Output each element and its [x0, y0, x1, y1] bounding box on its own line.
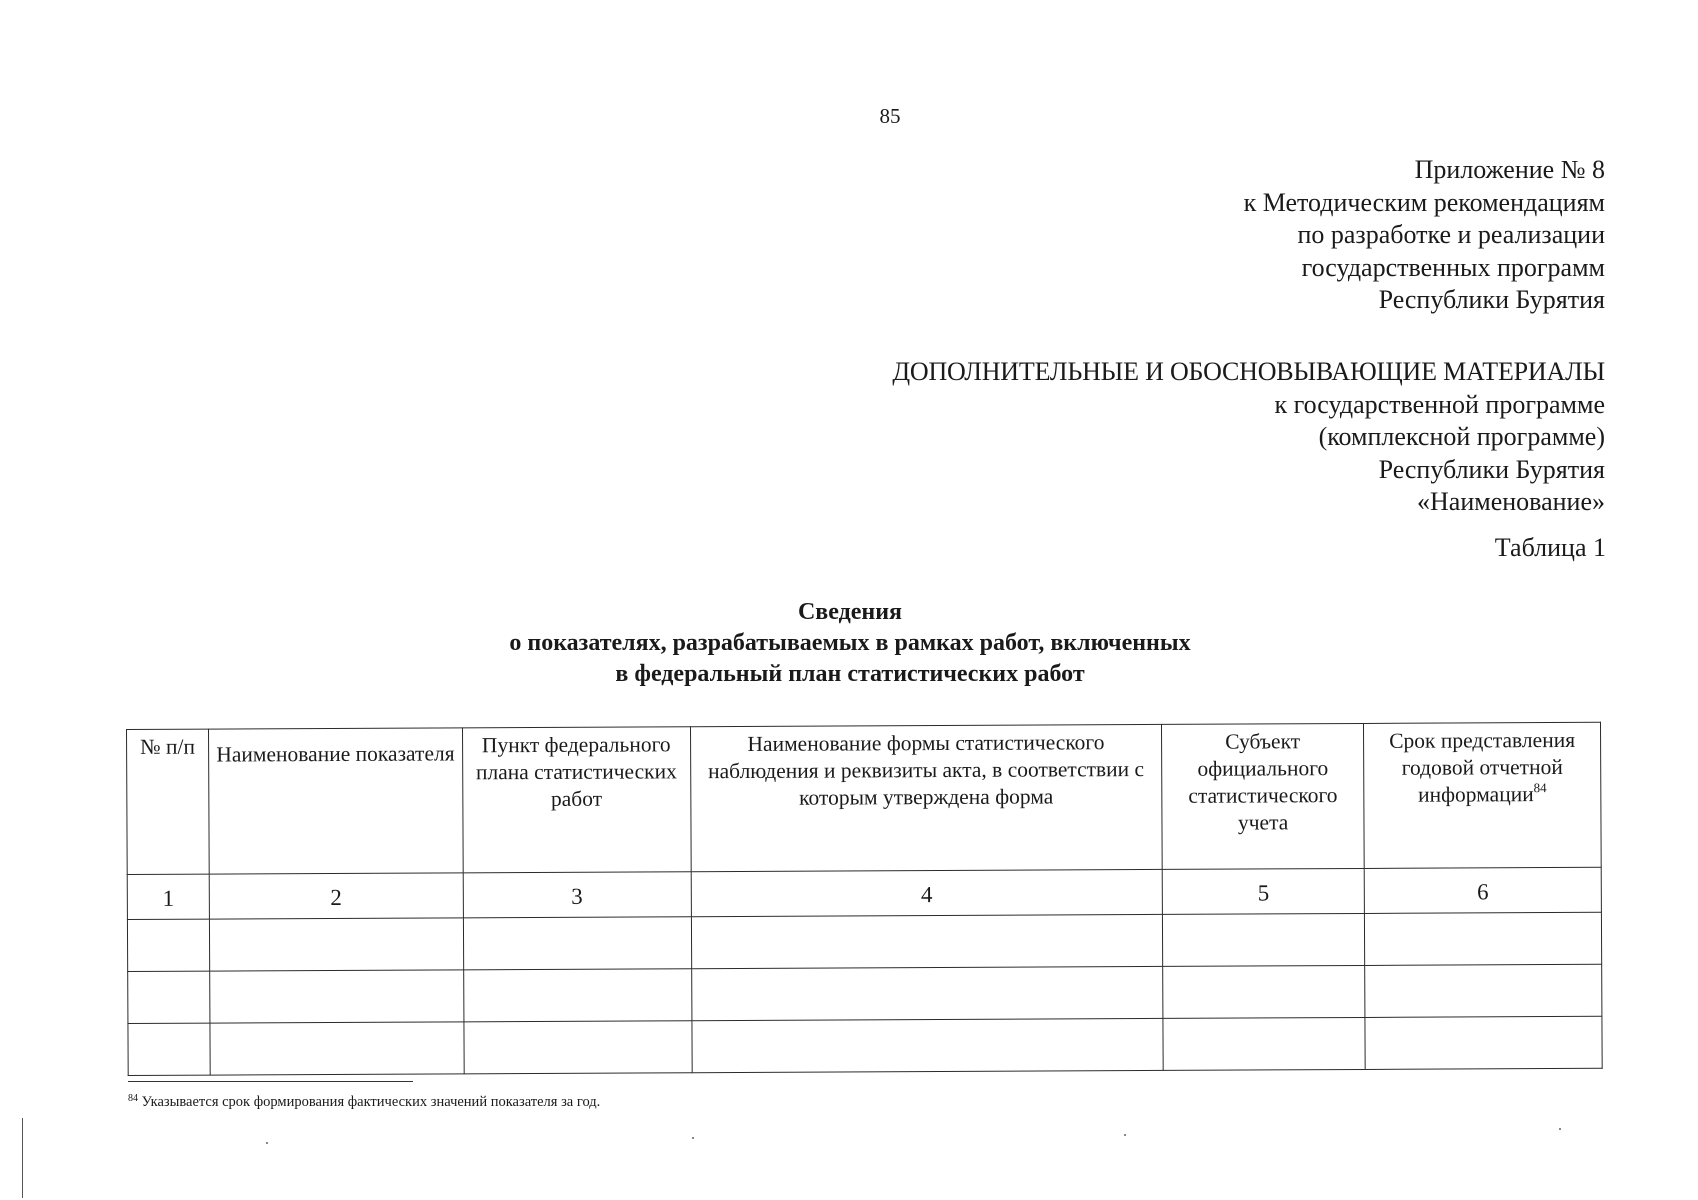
table-cell — [1163, 913, 1365, 966]
table-cell — [1365, 964, 1602, 1017]
table-row — [128, 1016, 1602, 1075]
header-cell: № п/п — [127, 729, 210, 874]
footnote — [128, 1094, 600, 1111]
table-cell — [463, 969, 691, 1022]
footnote-ref: 84 — [1533, 780, 1547, 796]
column-number: 1 — [127, 874, 209, 919]
appendix-line: по разработке и реализации — [1297, 220, 1605, 249]
table-header-row — [127, 722, 1602, 874]
table-label: Таблица 1 — [1494, 533, 1606, 562]
appendix-line: Приложение № 8 — [1414, 155, 1605, 184]
supplement-title: ДОПОЛНИТЕЛЬНЫЕ И ОБОСНОВЫВАЮЩИЕ МАТЕРИАЛЫ — [892, 357, 1605, 386]
header-cell: Субъект официального статистического учета — [1162, 723, 1365, 869]
column-number: 3 — [463, 872, 691, 918]
heading-line: Сведения — [797, 599, 903, 625]
supplement-block — [892, 356, 1605, 519]
appendix-line: к Методическим рекомендациям — [1243, 187, 1605, 217]
table-heading — [300, 597, 1400, 690]
header-cell: Наименование формы статистического наблюдения и реквизиты акта, в соответствии с которым утверждена форма — [690, 724, 1162, 871]
scan-speck — [1559, 1128, 1561, 1130]
header-cell-with-footnote — [1364, 722, 1602, 868]
table-cell — [464, 1021, 692, 1074]
page-number: 85 — [879, 104, 901, 128]
header-cell: Наименование показателя — [208, 728, 463, 874]
column-number: 6 — [1364, 867, 1601, 913]
appendix-line: Республики Бурятия — [1378, 285, 1605, 314]
supplement-line: (комплексной программе) — [1318, 422, 1605, 451]
footnote-marker: 84 — [128, 1093, 138, 1104]
appendix-line: государственных программ — [1301, 252, 1605, 282]
table-cell — [1365, 1016, 1602, 1069]
footnote-text: Указывается срок формирования фактических значений показателя за год. — [141, 1094, 601, 1110]
table-cell — [463, 917, 691, 970]
statistics-table — [126, 722, 1603, 1076]
table-cell — [1365, 912, 1602, 965]
table-cell — [1163, 1017, 1365, 1070]
column-number: 4 — [691, 869, 1163, 916]
table-row — [128, 964, 1602, 1023]
scan-speck — [1124, 1134, 1126, 1136]
header-cell: Пункт федерального плана статистических работ — [462, 727, 691, 873]
scan-speck — [266, 1142, 268, 1144]
column-number-row — [127, 867, 1601, 919]
header-cell-text: Срок представления годовой отчетной информации — [1389, 727, 1576, 807]
table-cell — [128, 1023, 210, 1075]
heading-line: о показателях, разрабатываемых в рамках работ, включенных — [509, 630, 1191, 656]
supplement-line: Республики Бурятия — [1378, 454, 1605, 484]
table-cell — [691, 966, 1163, 1020]
heading-line: в федеральный план статистических работ — [615, 661, 1085, 687]
table-cell — [210, 1022, 464, 1075]
table-cell — [692, 1018, 1164, 1072]
footnote-separator — [128, 1081, 413, 1082]
appendix-block — [1244, 154, 1605, 317]
table-cell — [127, 919, 209, 971]
table-cell — [209, 918, 463, 971]
scan-margin-mark — [22, 1118, 23, 1198]
table-cell — [1163, 965, 1365, 1018]
column-number: 5 — [1162, 868, 1364, 914]
table-cell — [210, 970, 464, 1023]
table-cell — [691, 914, 1163, 968]
table-row — [127, 912, 1601, 971]
scan-speck — [692, 1137, 694, 1139]
table-cell — [128, 971, 210, 1023]
supplement-line: к государственной программе — [1274, 389, 1605, 419]
column-number: 2 — [209, 873, 463, 919]
supplement-line: «Наименование» — [1417, 487, 1605, 516]
